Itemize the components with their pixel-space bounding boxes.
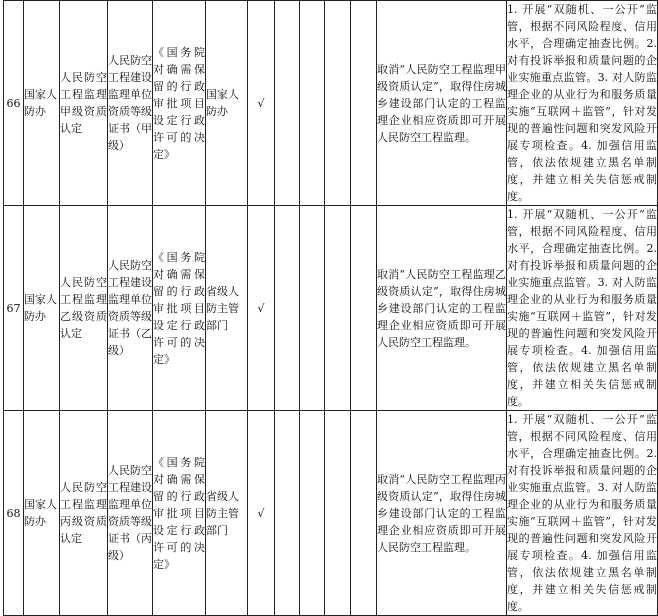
basis-cell: 《国务院对确需保留的行政审批项目设定行政许可的决定》 <box>153 1 206 206</box>
row-number: 68 <box>4 411 24 616</box>
table-row <box>4 411 658 616</box>
empty-cell <box>300 1 325 206</box>
permit-name-cell: 人民防空工程建设监理单位资质等级证书（乙级） <box>108 206 153 411</box>
empty-cell <box>275 411 300 616</box>
reform-content-cell: 取消“人民防空工程监理丙级资质认定”，取得住房城乡建设部门认定的工程监理企业相应资质即可开展人民防空工程监理。 <box>377 411 507 616</box>
check-mark-cell: √ <box>248 1 275 206</box>
empty-cell <box>275 206 300 411</box>
empty-cell <box>325 411 351 616</box>
empty-cell <box>325 1 351 206</box>
permit-name-cell: 人民防空工程建设监理单位资质等级证书（甲级） <box>108 1 153 206</box>
approving-authority-cell: 省级人防主管部门 <box>206 411 248 616</box>
empty-cell <box>351 206 377 411</box>
empty-cell <box>300 206 325 411</box>
department-cell: 国家人防办 <box>24 1 60 206</box>
basis-cell: 《国务院对确需保留的行政审批项目设定行政许可的决定》 <box>153 206 206 411</box>
basis-cell: 《国务院对确需保留的行政审批项目设定行政许可的决定》 <box>153 411 206 616</box>
permit-name-cell: 人民防空工程建设监理单位资质等级证书（丙级） <box>108 411 153 616</box>
measures-cell: 1. 开展“双随机、一公开”监管，根据不同风险程度、信用水平，合理确定抽查比例。2. 对有投诉举报和质量问题的企业实施重点监管。3. 对人防监理企业的从业行为和服务质量实施“互联网＋监管”，针对发现的普遍性问题和突发风险开展专项检查。4. 加强信用监管，依法依规建立黑名单制度，并建立相关失信惩戒制度。 <box>507 1 658 206</box>
reform-content-cell: 取消“人民防空工程监理甲级资质认定”，取得住房城乡建设部门认定的工程监理企业相应资质即可开展人民防空工程监理。 <box>377 1 507 206</box>
department-cell: 国家人防办 <box>24 206 60 411</box>
empty-cell <box>351 1 377 206</box>
table-row <box>4 1 658 206</box>
item-name-cell: 人民防空工程监理乙级资质认定 <box>60 206 108 411</box>
table-row <box>4 206 658 411</box>
empty-cell <box>325 206 351 411</box>
row-number: 66 <box>4 1 24 206</box>
empty-cell <box>275 1 300 206</box>
measures-cell: 1. 开展“双随机、一公开”监管，根据不同风险程度、信用水平，合理确定抽查比例。2. 对有投诉举报和质量问题的企业实施重点监管。3. 对人防监理企业的从业行为和服务质量实施“互联网＋监管”，针对发现的普遍性问题和突发风险开展专项检查。4. 加强信用监管，依法依规建立黑名单制度，并建立相关失信惩戒制度。 <box>507 206 658 411</box>
check-mark-cell: √ <box>248 206 275 411</box>
item-name-cell: 人民防空工程监理甲级资质认定 <box>60 1 108 206</box>
measures-cell: 1. 开展“双随机、一公开”监管，根据不同风险程度、信用水平，合理确定抽查比例。2. 对有投诉举报和质量问题的企业实施重点监管。3. 对人防监理企业的从业行为和服务质量实施“互联网＋监管”，针对发现的普遍性问题和突发风险开展专项检查。4. 加强信用监管，依法依规建立黑名单制度，并建立相关失信惩戒制度。 <box>507 411 658 616</box>
row-number: 67 <box>4 206 24 411</box>
approving-authority-cell: 国家人防办 <box>206 1 248 206</box>
check-mark-cell: √ <box>248 411 275 616</box>
empty-cell <box>351 411 377 616</box>
reform-content-cell: 取消“人民防空工程监理乙级资质认定”，取得住房城乡建设部门认定的工程监理企业相应资质即可开展人民防空工程监理。 <box>377 206 507 411</box>
reform-items-table <box>3 0 658 616</box>
item-name-cell: 人民防空工程监理丙级资质认定 <box>60 411 108 616</box>
department-cell: 国家人防办 <box>24 411 60 616</box>
empty-cell <box>300 411 325 616</box>
approving-authority-cell: 省级人防主管部门 <box>206 206 248 411</box>
